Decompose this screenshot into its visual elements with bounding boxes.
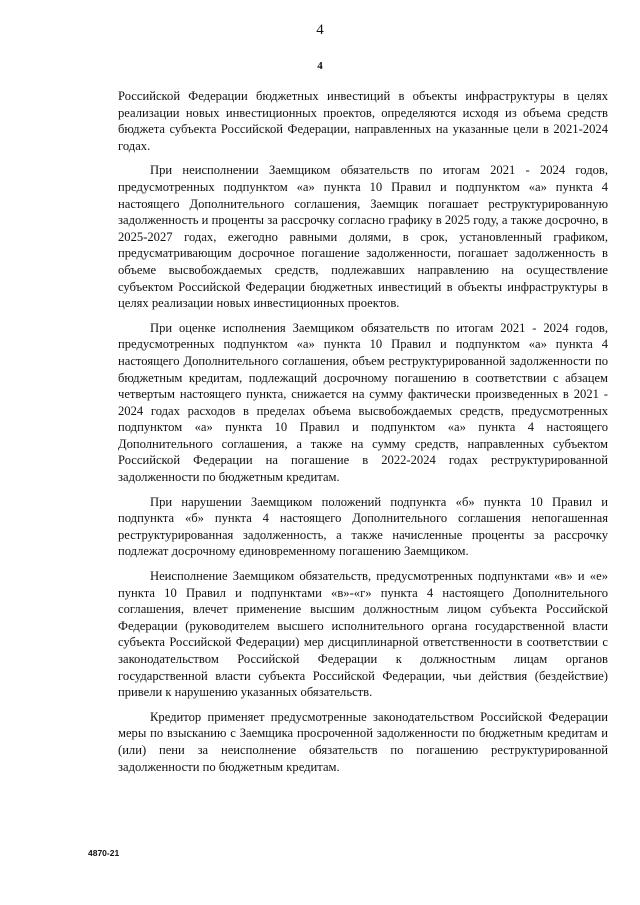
paragraph: При оценке исполнения Заемщиком обязательств по итогам 2021 - 2024 годов, предусмотренных подпунктом «а» пункта 10 Правил и подпунктом «а» пункта 4 настоящего Дополнительного соглашения, объем реструктурированной задолженности по бюджетным кредитам, подлежащий досрочному погашению в соответствии с абзацем четвертым настоящего пункта, снижается на сумму фактически произведенных в 2021 - 2024 годах расходов в пределах объема высвобождаемых средств, предусмотренных подпунктом «а» пункта 10 Правил и подпунктом «а» пункта 4 настоящего Дополнительного соглашения, а также на сумму средств, направленных субъектом Российской Федерации на погашение в 2022-2024 годах реструктурированной задолженности по бюджетным кредитам. — [118, 320, 608, 485]
paragraph: При нарушении Заемщиком положений подпункта «б» пункта 10 Правил и подпункта «б» пункта 4 настоящего Дополнительного соглашения непогашенная реструктурированная задолженность, а также начисленные проценты за рассрочку подлежат досрочному единовременному погашению Заемщиком. — [118, 494, 608, 559]
paragraph: Неисполнение Заемщиком обязательств, предусмотренных подпунктами «в» и «е» пункта 10 Правил и подпунктами «в»-«г» пункта 4 настоящего Дополнительного соглашения, влечет применение высшим должностным лицом субъекта Российской Федерации (руководителем высшего исполнительного органа государственной власти субъекта Российской Федерации) мер дисциплинарной ответственности в соответствии с законодательством Российской Федерации к должностным лицам органов государственной власти субъекта Российской Федерации, чьи действия (бездействие) привели к нарушению указанных обязательств. — [118, 569, 608, 700]
paragraph-continuation: Российской Федерации бюджетных инвестиций в объекты инфраструктуры в целях реализации новых инвестиционных проектов, определяются исходя из объема средств бюджета субъекта Российской Федерации, направленных на указанные цели в 2021-2024 годах. — [118, 89, 608, 153]
page-number-scan: 4 — [317, 60, 323, 72]
paragraph: Кредитор применяет предусмотренные законодательством Российской Федерации меры по взысканию с Заемщика просроченной задолженности по бюджетным кредитам и (или) пени за неисполнение обязательств по погашению реструктурированной задолженности по бюджетным кредитам. — [118, 709, 608, 774]
document-code: 4870-21 — [88, 848, 120, 858]
paragraph: При неисполнении Заемщиком обязательств по итогам 2021 - 2024 годов, предусмотренных подпунктом «а» пункта 10 Правил и подпунктом «а» пункта 4 настоящего Дополнительного соглашения, Заемщик погашает реструктурированную задолженность и проценты за рассрочку согласно графику в 2025 году, а также досрочно, в 2025-2027 годах, ежегодно равными долями, в срок, установленный графиком, предусматривающим досрочное погашение задолженности, погашает задолженность в объеме высвобождаемых средств, подлежавших направлению на осуществление субъектом Российской Федерации бюджетных инвестиций в объекты инфраструктуры в целях реализации новых инвестиционных проектов. — [118, 163, 608, 311]
document-body — [118, 88, 608, 783]
page-number-top: 4 — [316, 22, 324, 38]
